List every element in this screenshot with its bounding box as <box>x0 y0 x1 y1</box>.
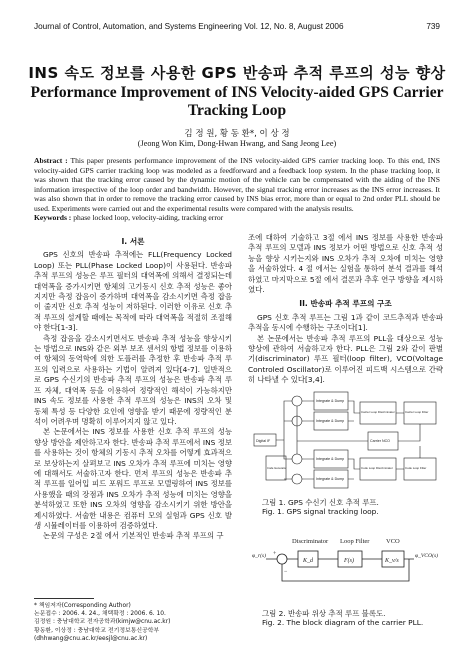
figure-2-pll-diagram <box>252 531 442 593</box>
korean-title: INS 속도 정보를 사용한 GPS 반송파 추적 루프의 성능 향상 <box>28 64 446 82</box>
paragraph: GPS 신호의 반송파 추적에는 FLL(Frequency Locked Loop) 또는 PLL(Phase Locked Loop)이 사용된다. 반송파 추적 루프의 성능은 루프 필터의 대역폭에 의해서 결정되는데 대역폭을 증가시키면 항체의 고기동시 신호 추적 성능은 좋아지지만 측정 잡음이 증가하며 대역폭을 감소시키면 측정 잡음이 줄지만 신호 추적 성능이 저하된다. 이러한 이유로 신호 추적 루프의 설계할 때에는 목적에 따라 대역폭을 적절히 조절해야 한다[1-3]. <box>34 250 232 333</box>
figure-1-caption-korean: 그림 1. GPS 수신기 신호 추적 루프. <box>262 498 379 507</box>
fig2-input-label: φ_r(s) <box>252 553 266 559</box>
fig1-code-filter-label: Code Loop Filter <box>405 466 427 470</box>
fig2-plus-sign: + <box>273 551 277 557</box>
paragraph: 조에 대하여 기술하고 3절 에서 INS 정보를 사용한 반송파 추적 루프의 모델과 INS 정보가 어떤 방법으로 신호 추적 성능을 향상 시키는지와 INS 오차가 추적 오차에 미치는 영향을 서술하였다. 4 절 에서는 실험을 통하여 분석 결과를 해석하였고 마지막으로 5절 에서 결론과 추후 연구 방향을 제시하였다. <box>248 233 443 295</box>
figure-2-caption-korean: 그림 2. 반송파 위상 추적 루프 블록도. <box>262 609 386 618</box>
fig2-kd-label: K_d <box>303 558 314 564</box>
fig2-output-label: φ_VCO(s) <box>415 553 438 559</box>
paragraph: GPS 신호 추적 루프는 그림 1과 같이 코드추적과 반송파 추적을 동시에 수행하는 구조이다[1]. <box>248 312 443 333</box>
abstract-text: This paper presents performance improvement of the INS velocity-aided GPS carrier tracking loop. To this end, INS velocity-aided GPS carrier tracking loop was modeled as a feedforward and a feedback loop system. In the phase tracking loop, it was shown that the tracking error caused by the dynamic motion of the vehicle can be compensated with the aiding of the INS information irrespective of the loop order and bandwidth. However, the signal tracking error increases as the INS error increases. It was also shown that in order to remove the tracking error caused by INS bias error, more than or equal to 2nd order PLL should be used. Experiments were carried out and the experimental results were compared with the analysis results. <box>34 156 441 213</box>
paragraph: 본 논문에서는 INS 정보를 사용한 신호 추적 루프의 성능 향상 방안을 제안하고자 한다. 반송파 추적 루프에서 INS 정보를 사용하는 것이 항체의 기동시 추적 오차를 어떻게 효과적으로 보상하는지 살펴보고 INS 오차가 추적 루프에 미치는 영향에 대해서도 서술하고자 한다. 먼저 루프의 성능은 반송파 추적 루프를 일어입 피드 포워드 루프로 모델링하여 INS 정보를 사용했을 때의 장점과 INS 오차가 추적 성능에 미치는 영향을 분석하였고 또한 INS 오차의 영향을 감소시키기 위한 방안을 제시하였다. 서술한 내용은 컴퓨터 모의 실험과 GPS 신호 발생 시뮬레이터를 이용하여 검증하였다. <box>34 427 232 530</box>
fig1-carrier-filter-label: Carrier Loop Filter <box>405 410 429 414</box>
fig2-discriminator-label: Discriminator <box>292 538 329 545</box>
right-column <box>248 233 443 386</box>
section-heading-structure: II. 반송파 추적 루프의 구조 <box>299 299 392 309</box>
fig1-input-label: Digital IF <box>256 439 271 443</box>
fig2-loop-filter-label: Loop Filter <box>340 538 370 545</box>
keywords-label: Keywords : <box>34 213 72 222</box>
authors-english: (Jeong Won Kim, Dong-Hwan Hwang, and Sang Jeong Lee) <box>137 139 337 148</box>
footnote <box>34 602 232 643</box>
fig1-integrate-label: Integrate & Dump <box>316 419 345 423</box>
paragraph: 측정 잡음을 감소시키면서도 반송파 추적 성능을 향상시키는 방법으로 INS와 같은 외부 보조 센서의 항법 정보를 이용하여 항체의 동역학에 의한 도플러를 추정한 후 반송파 추적 루프의 입력으로 사용하는 기법이 알려져 있다[4-7]. 일반적으로 GPS 수신기의 반송파 추적 루프의 성능은 반송파 추적 루프 자체, 대역폭 등을 이용하여 정량적인 해석이 가능하지만 INS 속도 정보를 사용한 추적 루프의 성능은 INS의 오차 및 동체 특성 등 다양한 요인에 영향을 받기 때문에 정량적인 분석이 어려우며 명확히 이루어지지 않고 있다. <box>34 333 232 426</box>
journal-name: Journal of Control, Automation, and Systems Engineering Vol. 12, No. 8, August 2006 <box>34 22 344 31</box>
figure-1-tracking-loop-diagram <box>252 386 440 496</box>
running-header <box>34 22 440 31</box>
fig1-integrate-label: Integrate & Dump <box>316 457 345 461</box>
abstract-label: Abstract : <box>34 156 68 165</box>
fig2-fs-label: F(s) <box>344 558 354 564</box>
fig1-integrate-label: Integrate & Dump <box>316 477 345 481</box>
english-title: Performance Improvement of INS Velocity-aided GPS Carrier Tracking Loop <box>30 84 444 119</box>
abstract <box>34 156 440 214</box>
figure-1-caption-english: Fig. 1. GPS signal tracking loop. <box>262 507 379 516</box>
footnote-corresponding: * 책임저자(Corresponding Author) <box>34 603 131 609</box>
paragraph: 논문의 구성은 2절 에서 기본적인 반송파 추적 루프의 구 <box>43 531 224 541</box>
footnote-affiliation: 황동환, 이상정 : 충남대학교 전기정보통신공학부 <box>34 627 160 634</box>
fig2-kv-label: K_v/s <box>385 558 399 564</box>
fig1-nco-label: Carrier NCO <box>370 439 390 443</box>
fig1-carrier-disc-label: Carrier Loop Discriminator <box>361 410 395 414</box>
fig2-minus-sign: − <box>284 569 288 575</box>
left-column <box>34 233 232 542</box>
authors-korean: 김 정 원, 황 동 환*, 이 상 정 <box>184 129 290 139</box>
fig1-code-gen-label: Code Generator <box>267 467 287 470</box>
paragraph: 본 논문에서는 반송파 추적 루프의 PLL을 대상으로 성능 향상에 관하여 서술하고자 한다. PLL은 그림 2와 같이 판별기(discriminator) 루프 필터(loop filter), VCO(Voltage Controled Oscillator)로 이루어진 피드백 시스템으로 간략히 나타낼 수 있다[3,4]. <box>248 333 443 385</box>
footnote-divider <box>34 598 94 599</box>
fig2-vco-label: VCO <box>386 538 400 545</box>
fig1-integrate-label: Integrate & Dump <box>316 399 345 403</box>
section-heading-introduction: I. 서론 <box>121 237 145 246</box>
figure-2-caption-english: Fig. 2. The block diagram of the carrier PLL. <box>262 618 424 627</box>
keywords-text: phase locked loop, velocity-aiding, tracking error <box>73 213 224 222</box>
footnote-affiliation: 김정원 : 충남대학교 전자공학과(kimjw@cnu.ac.kr) <box>34 619 171 626</box>
page-number: 739 <box>426 22 440 31</box>
footnote-received: 논문접수 : 2006. 4. 24., 채택확정 : 2006. 6. 10. <box>34 611 166 618</box>
keywords <box>34 213 440 222</box>
footnote-email: (dhhwang@cnu.ac.kr/eesjl@cnu.ac.kr) <box>34 635 148 642</box>
fig1-code-disc-label: Code Loop Discriminator <box>361 466 393 470</box>
